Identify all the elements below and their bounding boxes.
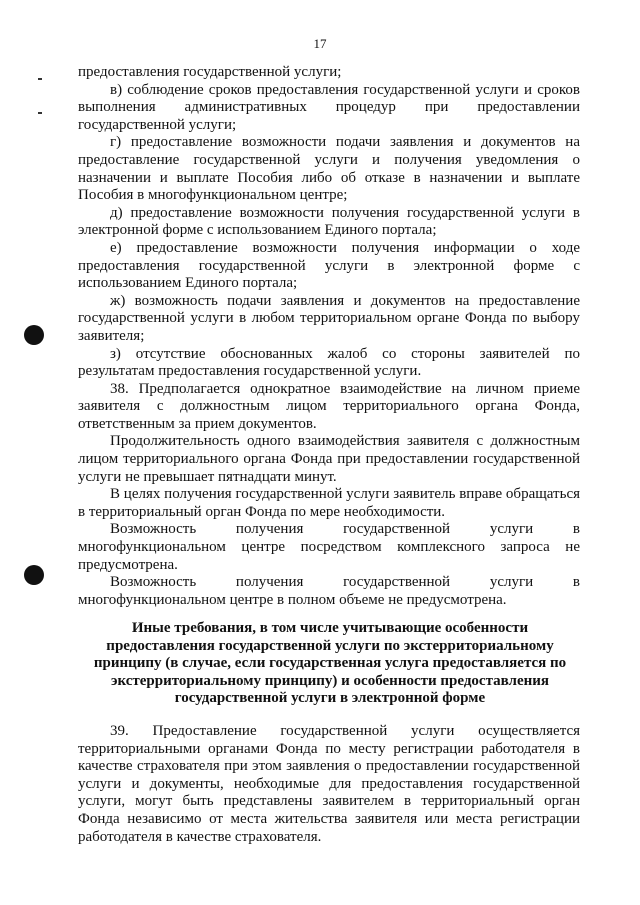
paragraph: е) предоставление возможности получения информации о ходе предоставления государственной услуги в электронной форме с использованием Единого портала; xyxy=(78,239,580,292)
body-text xyxy=(78,64,580,609)
paragraph: В целях получения государственной услуги заявитель вправе обращаться в территориальный орган Фонда по мере необходимости. xyxy=(78,486,580,520)
paragraph: г) предоставление возможности подачи заявления и документов на предоставление государственной услуги и получения уведомления о назначении и выплате Пособия либо об отказе в назначении и выплате Пособия в многофункциональном центре; xyxy=(78,134,580,204)
scan-speck xyxy=(38,112,42,114)
page-number: 17 xyxy=(313,36,327,51)
paragraph: Возможность получения государственной услуги в многофункциональном центре в полном объеме не предусмотрена. xyxy=(78,574,580,608)
paragraph: 38. Предполагается однократное взаимодействие на личном приеме заявителя с должностным лицом территориального органа Фонда, ответственным за прием документов. xyxy=(78,380,580,432)
paragraph: д) предоставление возможности получения государственной услуги в электронной форме с использованием Единого портала; xyxy=(78,204,580,239)
paragraph-39: 39. Предоставление государственной услуги осуществляется территориальными органами Фонда по месту регистрации работодателя в качестве страхователя при этом заявления о предоставлении государственной услуги и документы, необходимые для предоставления государственной услуги, могут быть представлены заявителем в территориальный орган Фонда независимо от места жительства заявителя или места регистрации работодателя в качестве страхователя. xyxy=(78,723,580,845)
punch-hole xyxy=(24,565,44,585)
paragraph: предоставления государственной услуги; xyxy=(78,64,342,80)
body-text-2 xyxy=(78,723,580,846)
paragraph: Продолжительность одного взаимодействия заявителя с должностным лицом территориального органа Фонда при предоставлении государственной услуги не превышает пятнадцати минут. xyxy=(78,433,580,485)
scan-speck xyxy=(38,78,42,80)
punch-hole xyxy=(24,325,44,345)
paragraph: ж) возможность подачи заявления и документов на предоставление государственной услуги в любом территориальном органе Фонда по выбору заявителя; xyxy=(78,292,580,344)
paragraph: з) отсутствие обоснованных жалоб со стороны заявителей по результатам предоставления государственной услуги. xyxy=(78,345,580,380)
paragraph: в) соблюдение сроков предоставления государственной услуги и сроков выполнения административных процедур при предоставлении государственной услуги; xyxy=(78,81,580,133)
paragraph: Возможность получения государственной услуги в многофункциональном центре посредством комплексного запроса не предусмотрена. xyxy=(78,521,580,573)
section-heading: Иные требования, в том числе учитывающие особенности предоставления государственной услуги по экстерриториальному принципу (в случае, если государственная услуга предоставляется по экстерриториальному принципу) и особенности предоставления государственной услуги в электронной форме xyxy=(93,620,567,707)
